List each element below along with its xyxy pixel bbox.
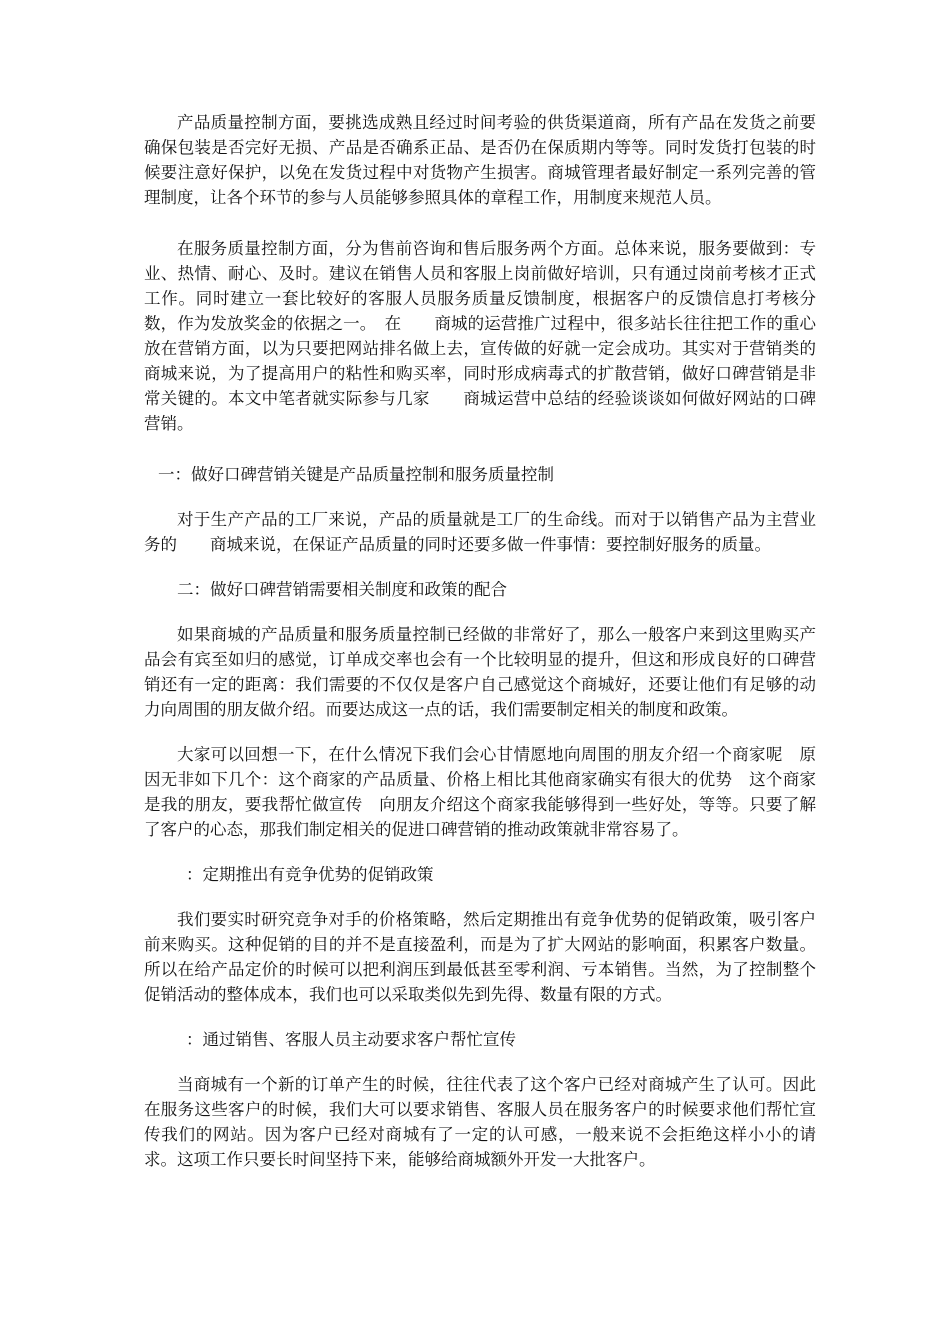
section-heading-one: 一：做好口碑营销关键是产品质量控制和服务质量控制 <box>158 465 554 484</box>
paragraph-recall-reasons: 大家可以回想一下，在什么情况下我们会心甘情愿地向周围的朋友介绍一个商家呢 原因无非如下几个：这个商家的产品质量、价格上相比其他商家确实有很大的优势 这个商家是我的朋友，要我帮忙做宣传 向朋友介绍这个商家我能够得到一些好处，等等。只要了解了客户的心态，那我们制定相关的促进口碑营销的推动政策就非常容易了。 <box>144 745 816 839</box>
section-heading-two: 二：做好口碑营销需要相关制度和政策的配合 <box>177 580 507 599</box>
document-page <box>144 110 849 1172</box>
paragraph-staff-details: 当商城有一个新的订单产生的时候，往往代表了这个客户已经对商城产生了认可。因此在服务这些客户的时候，我们大可以要求销售、客服人员在服务客户的时候要求他们帮忙宣传我们的网站。因为客户已经对商城有了一定的认可感，一般来说不会拒绝这样小小的请求。这项工作只要长时间坚持下来，能够给商城额外开发一大批客户。 <box>144 1075 816 1169</box>
paragraph-factory-lifeline: 对于生产产品的工厂来说，产品的质量就是工厂的生命线。而对于以销售产品为主营业务的 商城来说，在保证产品质量的同时还要多做一件事情：要控制好服务的质量。 <box>144 510 816 554</box>
paragraph-promotion-details: 我们要实时研究竞争对手的价格策略，然后定期推出有竞争优势的促销政策，吸引客户前来购买。这种促销的目的并不是直接盈利，而是为了扩大网站的影响面，积累客户数量。所以在给产品定价的时候可以把利润压到最低甚至零利润、亏本销售。当然，为了控制整个促销活动的整体成本，我们也可以采取类似先到先得、数量有限的方式。 <box>144 910 816 1004</box>
paragraph-policy-cooperation: 如果商城的产品质量和服务质量控制已经做的非常好了，那么一般客户来到这里购买产品会有宾至如归的感觉，订单成交率也会有一个比较明显的提升，但这和形成良好的口碑营销还有一定的距离：我们需要的不仅仅是客户自己感觉这个商城好，还要让他们有足够的动力向周围的朋友做介绍。而要达成这一点的话，我们需要制定相关的制度和政策。 <box>144 625 816 719</box>
paragraph-gap <box>144 210 816 236</box>
paragraph-product-quality: 产品质量控制方面，要挑选成熟且经过时间考验的供货渠道商，所有产品在发货之前要确保包装是否完好无损、产品是否确系正品、是否仍在保质期内等等。同时发货打包装的时候要注意好保护，以免在发货过程中对货物产生损害。商城管理者最好制定一系列完善的管理制度，让各个环节的参与人员能够参照具体的章程工作，用制度来规范人员。 <box>144 113 816 207</box>
paragraph-gap <box>144 887 816 907</box>
paragraph-service-quality: 在服务质量控制方面，分为售前咨询和售后服务两个方面。总体来说，服务要做到：专业、热情、耐心、及时。建议在销售人员和客服上岗前做好培训，只有通过岗前考核才正式工作。同时建立一套比较好的客服人员服务质量反馈制度，根据客户的反馈信息打考核分数，作为发放奖金的依据之一。 在 商城的运营推广过程中，很多站长往往把工作的重心放在营销方面，以为只要把网站排名做上去，宣传做的好就一定会成功。其实对于营销类的 商城来说，为了提高用户的粘性和购买率，同时形成病毒式的扩散营销，做好口碑营销是非常关键的。本文中笔者就实际参与几家 商城运营中总结的经验谈谈如何做好网站的口碑营销。 <box>144 239 849 433</box>
paragraph-gap <box>144 602 816 622</box>
paragraph-gap <box>144 722 816 742</box>
paragraph-gap <box>144 1007 816 1027</box>
paragraph-gap <box>144 557 816 577</box>
paragraph-gap <box>144 487 816 507</box>
paragraph-gap <box>144 436 816 462</box>
paragraph-gap <box>144 1052 816 1072</box>
paragraph-gap <box>144 842 816 862</box>
subheading-staff-promotion: ：通过销售、客服人员主动要求客户帮忙宣传 <box>186 1030 516 1049</box>
subheading-promotion-policy: ：定期推出有竞争优势的促销政策 <box>186 865 434 884</box>
